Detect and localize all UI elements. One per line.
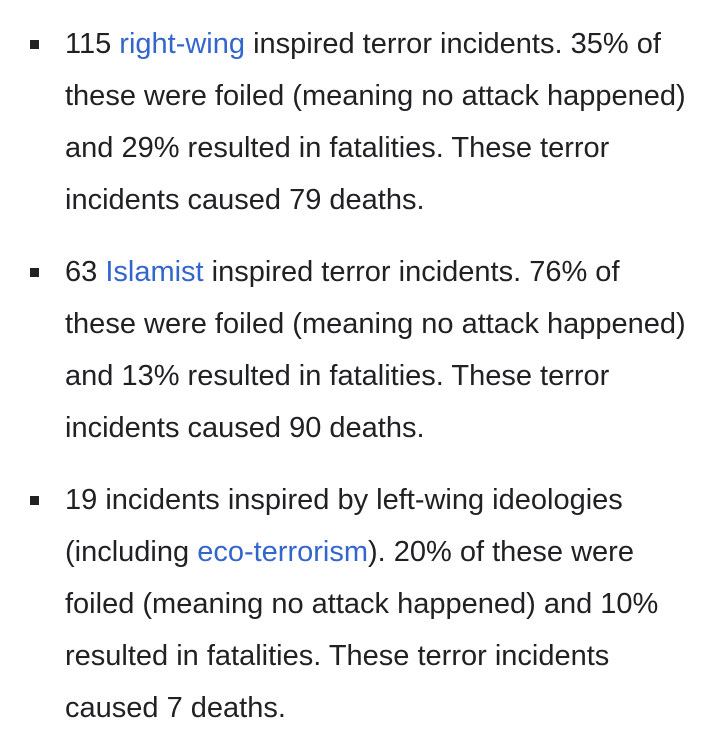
link-eco-terrorism[interactable]: eco-terrorism [197, 536, 368, 568]
item-text-suffix: inspired terror incidents. 76% of these were foiled (meaning no attack happened) and 13% resulted in fatalities. These terror incidents caused 90 deaths. [65, 256, 686, 444]
list-item [65, 18, 696, 226]
item-text-suffix: inspired terror incidents. 35% of these were foiled (meaning no attack happened) and 29% resulted in fatalities. These terror incidents caused 79 deaths. [65, 28, 686, 216]
item-text-prefix: 115 [65, 28, 120, 60]
square-bullet-icon [30, 268, 39, 277]
list-item [65, 246, 696, 454]
link-islamist[interactable]: Islamist [105, 256, 204, 288]
item-text-suffix: ). 20% of these were foiled (meaning no attack happened) and 10% resulted in fatalities. These terror incidents caused 7 deaths. [65, 536, 659, 724]
link-right-wing[interactable]: right-wing [119, 28, 246, 60]
list-item [65, 474, 696, 734]
item-text-prefix: 63 [65, 256, 106, 288]
square-bullet-icon [30, 496, 39, 505]
bullet-list [65, 18, 696, 734]
item-text-prefix: 19 incidents inspired by left-wing ideologies (including [65, 484, 623, 568]
square-bullet-icon [30, 40, 39, 49]
